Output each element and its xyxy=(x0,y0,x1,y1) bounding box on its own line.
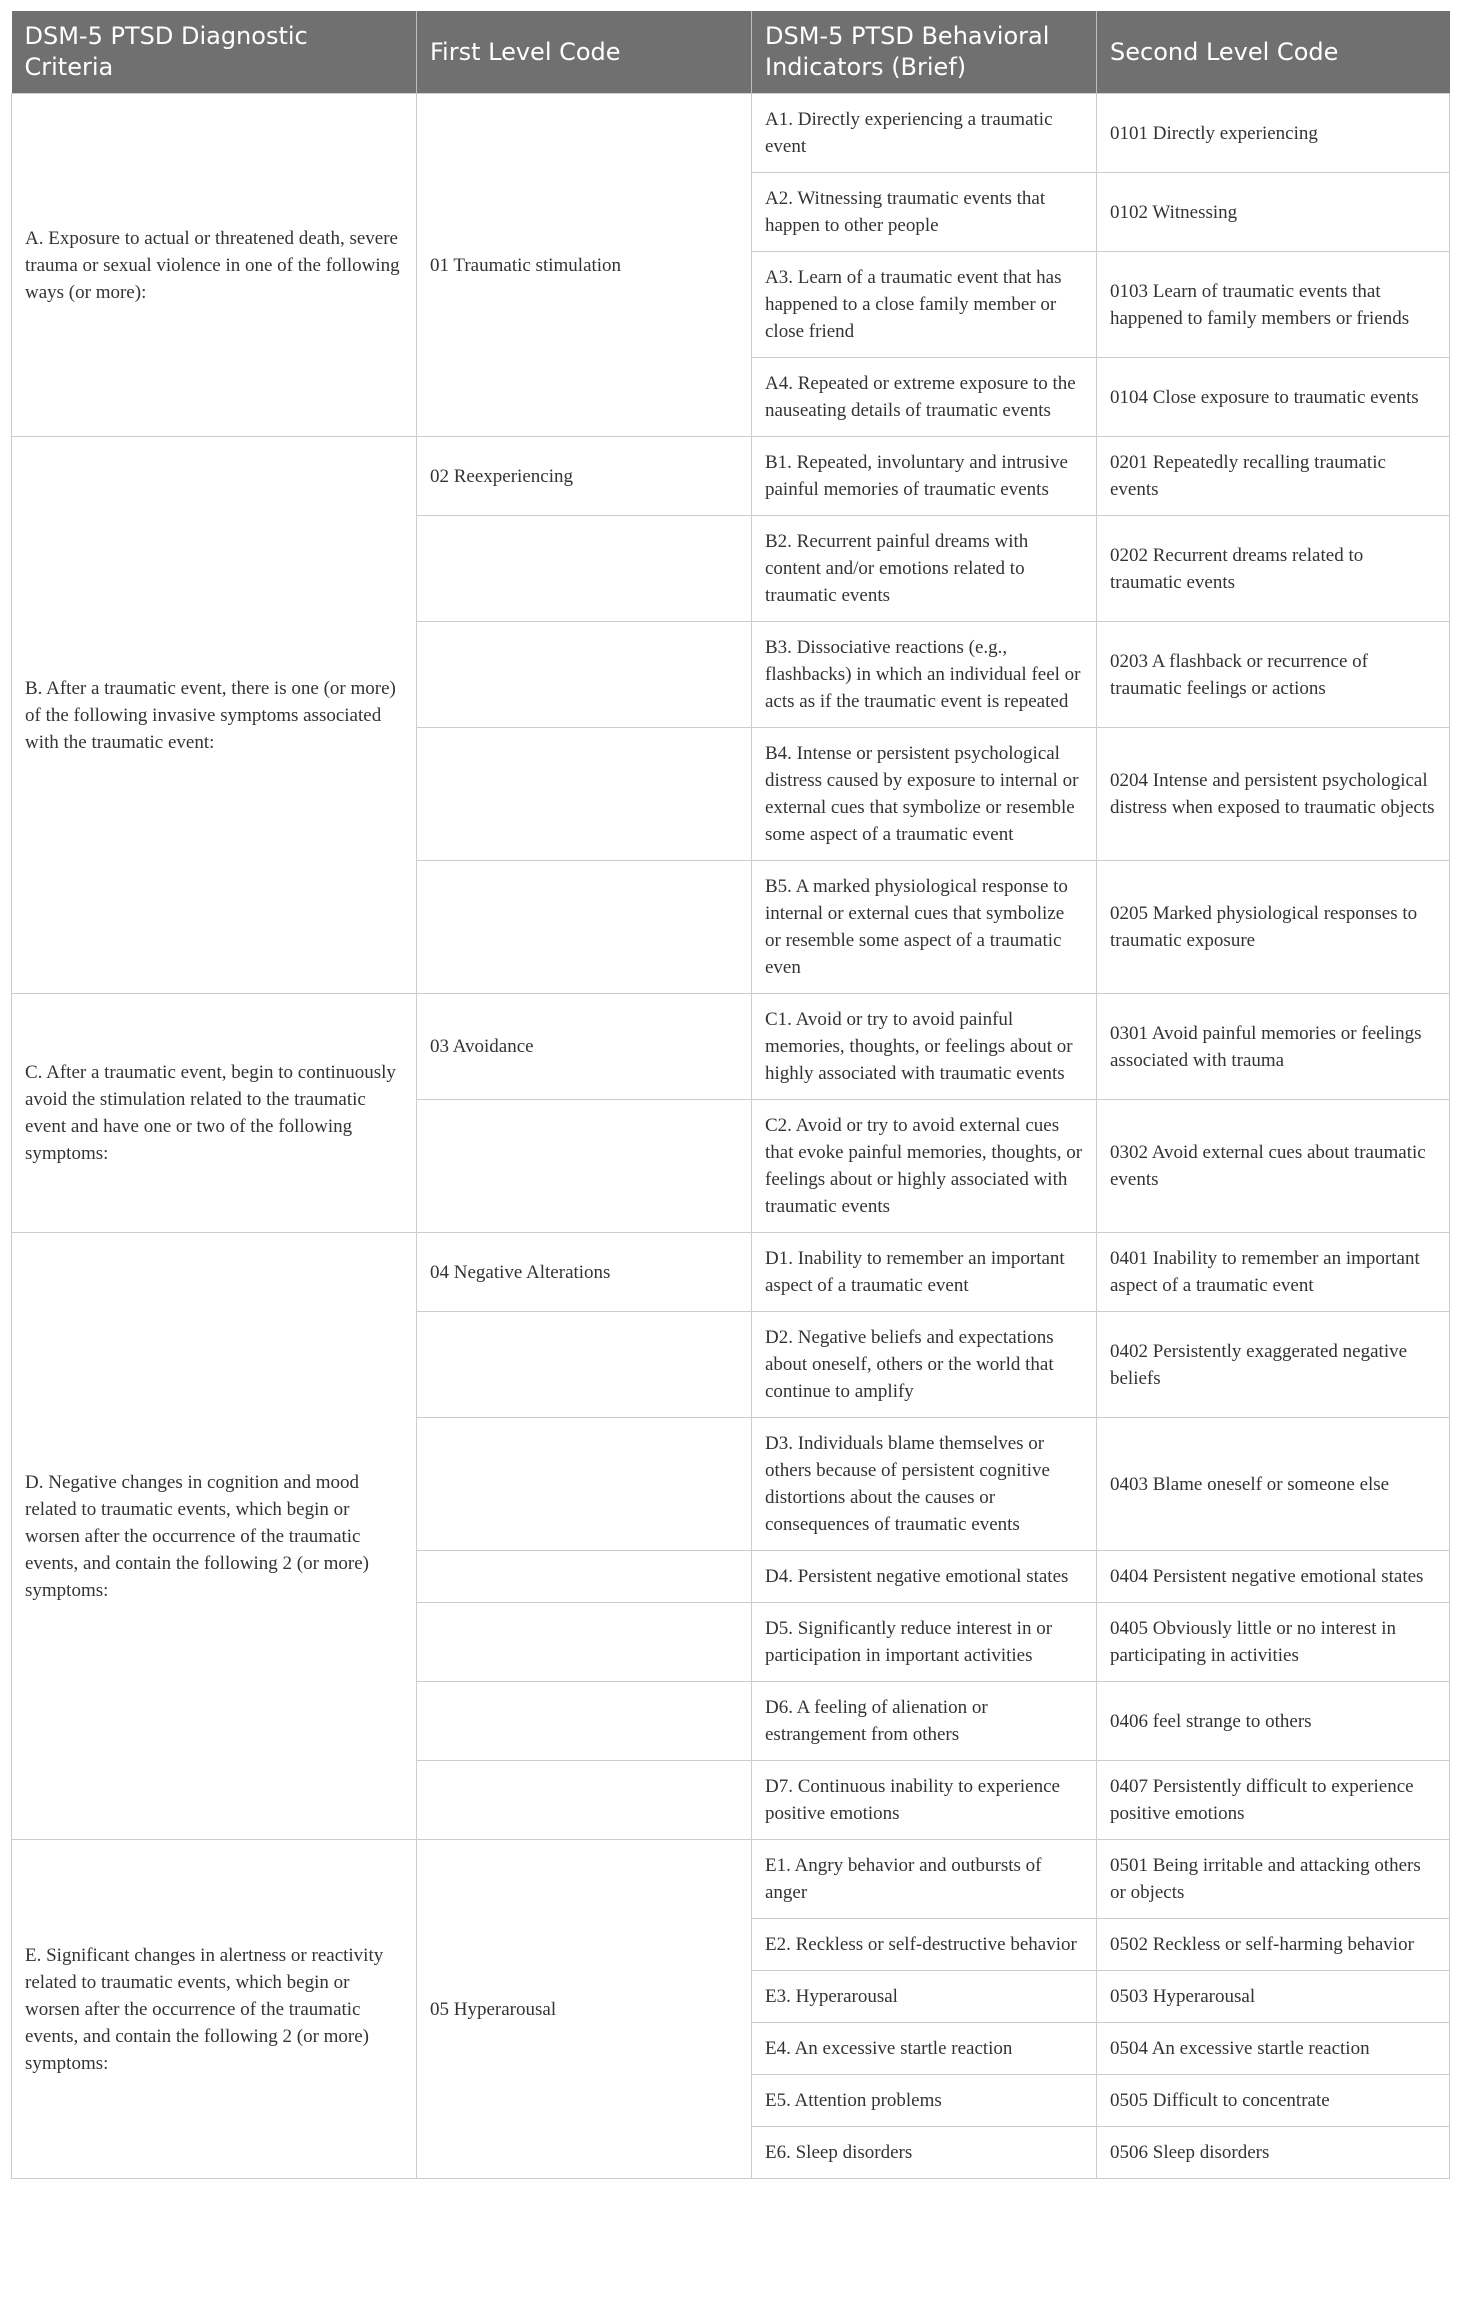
second-level-code-cell: 0401 Inability to remember an important aspect of a traumatic event xyxy=(1097,1233,1450,1312)
table-row xyxy=(12,437,1450,516)
second-level-code-cell: 0406 feel strange to others xyxy=(1097,1682,1450,1761)
header-second-level-code: Second Level Code xyxy=(1097,11,1450,94)
indicator-cell: D1. Inability to remember an important aspect of a traumatic event xyxy=(752,1233,1097,1312)
header-first-level-code: First Level Code xyxy=(417,11,752,94)
second-level-code-cell: 0501 Being irritable and attacking others or objects xyxy=(1097,1840,1450,1919)
table-row xyxy=(12,994,1450,1100)
ptsd-coding-table xyxy=(11,11,1450,2179)
table-container xyxy=(11,11,1449,2179)
table-row xyxy=(12,1840,1450,1919)
indicator-cell: E6. Sleep disorders xyxy=(752,2127,1097,2179)
indicator-cell: B2. Recurrent painful dreams with content and/or emotions related to traumatic events xyxy=(752,516,1097,622)
second-level-code-cell: 0102 Witnessing xyxy=(1097,173,1450,252)
header-row xyxy=(12,11,1450,94)
criteria-cell: E. Significant changes in alertness or reactivity related to traumatic events, which begin or worsen after the occurrence of the traumatic events, and contain the following 2 (or more) symptoms: xyxy=(12,1840,417,2179)
second-level-code-cell: 0503 Hyperarousal xyxy=(1097,1971,1450,2023)
header-behavioral-indicators: DSM-5 PTSD Behavioral Indicators (Brief) xyxy=(752,11,1097,94)
indicator-cell: E3. Hyperarousal xyxy=(752,1971,1097,2023)
second-level-code-cell: 0204 Intense and persistent psychological distress when exposed to traumatic objects xyxy=(1097,728,1450,861)
second-level-code-cell: 0203 A flashback or recurrence of traumatic feelings or actions xyxy=(1097,622,1450,728)
second-level-code-cell: 0201 Repeatedly recalling traumatic events xyxy=(1097,437,1450,516)
indicator-cell: E5. Attention problems xyxy=(752,2075,1097,2127)
first-level-code-cell: 03 Avoidance xyxy=(417,994,752,1100)
indicator-cell: D3. Individuals blame themselves or others because of persistent cognitive distortions about the causes or consequences of traumatic events xyxy=(752,1418,1097,1551)
second-level-code-cell: 0502 Reckless or self-harming behavior xyxy=(1097,1919,1450,1971)
table-row xyxy=(12,1233,1450,1312)
indicator-cell: A1. Directly experiencing a traumatic event xyxy=(752,94,1097,173)
second-level-code-cell: 0402 Persistently exaggerated negative beliefs xyxy=(1097,1312,1450,1418)
first-level-code-empty-cell xyxy=(417,1100,752,1233)
indicator-cell: C2. Avoid or try to avoid external cues that evoke painful memories, thoughts, or feelings about or highly associated with traumatic events xyxy=(752,1100,1097,1233)
first-level-code-empty-cell xyxy=(417,861,752,994)
indicator-cell: A3. Learn of a traumatic event that has happened to a close family member or close friend xyxy=(752,252,1097,358)
table-row xyxy=(12,94,1450,173)
second-level-code-cell: 0404 Persistent negative emotional states xyxy=(1097,1551,1450,1603)
indicator-cell: B1. Repeated, involuntary and intrusive painful memories of traumatic events xyxy=(752,437,1097,516)
indicator-cell: E2. Reckless or self-destructive behavior xyxy=(752,1919,1097,1971)
second-level-code-cell: 0405 Obviously little or no interest in participating in activities xyxy=(1097,1603,1450,1682)
indicator-cell: D2. Negative beliefs and expectations about oneself, others or the world that continue to amplify xyxy=(752,1312,1097,1418)
first-level-code-empty-cell xyxy=(417,622,752,728)
criteria-cell: C. After a traumatic event, begin to continuously avoid the stimulation related to the traumatic event and have one or two of the following symptoms: xyxy=(12,994,417,1233)
indicator-cell: C1. Avoid or try to avoid painful memories, thoughts, or feelings about or highly associated with traumatic events xyxy=(752,994,1097,1100)
criteria-cell: A. Exposure to actual or threatened death, severe trauma or sexual violence in one of the following ways (or more): xyxy=(12,94,417,437)
second-level-code-cell: 0205 Marked physiological responses to traumatic exposure xyxy=(1097,861,1450,994)
second-level-code-cell: 0407 Persistently difficult to experience positive emotions xyxy=(1097,1761,1450,1840)
indicator-cell: D7. Continuous inability to experience positive emotions xyxy=(752,1761,1097,1840)
first-level-code-empty-cell xyxy=(417,516,752,622)
indicator-cell: B5. A marked physiological response to internal or external cues that symbolize or resemble some aspect of a traumatic even xyxy=(752,861,1097,994)
first-level-code-empty-cell xyxy=(417,728,752,861)
first-level-code-empty-cell xyxy=(417,1603,752,1682)
indicator-cell: B4. Intense or persistent psychological distress caused by exposure to internal or external cues that symbolize or resemble some aspect of a traumatic event xyxy=(752,728,1097,861)
second-level-code-cell: 0504 An excessive startle reaction xyxy=(1097,2023,1450,2075)
indicator-cell: B3. Dissociative reactions (e.g., flashbacks) in which an individual feel or acts as if the traumatic event is repeated xyxy=(752,622,1097,728)
indicator-cell: E1. Angry behavior and outbursts of anger xyxy=(752,1840,1097,1919)
indicator-cell: D6. A feeling of alienation or estrangement from others xyxy=(752,1682,1097,1761)
first-level-code-empty-cell xyxy=(417,1312,752,1418)
second-level-code-cell: 0403 Blame oneself or someone else xyxy=(1097,1418,1450,1551)
first-level-code-cell: 01 Traumatic stimulation xyxy=(417,94,752,437)
indicator-cell: A4. Repeated or extreme exposure to the nauseating details of traumatic events xyxy=(752,358,1097,437)
first-level-code-cell: 04 Negative Alterations xyxy=(417,1233,752,1312)
first-level-code-cell: 02 Reexperiencing xyxy=(417,437,752,516)
first-level-code-empty-cell xyxy=(417,1682,752,1761)
table-body xyxy=(12,94,1450,2179)
criteria-cell: D. Negative changes in cognition and mood related to traumatic events, which begin or worsen after the occurrence of the traumatic events, and contain the following 2 (or more) symptoms: xyxy=(12,1233,417,1840)
second-level-code-cell: 0202 Recurrent dreams related to traumatic events xyxy=(1097,516,1450,622)
indicator-cell: E4. An excessive startle reaction xyxy=(752,2023,1097,2075)
second-level-code-cell: 0301 Avoid painful memories or feelings associated with trauma xyxy=(1097,994,1450,1100)
indicator-cell: A2. Witnessing traumatic events that happen to other people xyxy=(752,173,1097,252)
first-level-code-cell: 05 Hyperarousal xyxy=(417,1840,752,2179)
second-level-code-cell: 0104 Close exposure to traumatic events xyxy=(1097,358,1450,437)
indicator-cell: D5. Significantly reduce interest in or participation in important activities xyxy=(752,1603,1097,1682)
second-level-code-cell: 0103 Learn of traumatic events that happened to family members or friends xyxy=(1097,252,1450,358)
indicator-cell: D4. Persistent negative emotional states xyxy=(752,1551,1097,1603)
first-level-code-empty-cell xyxy=(417,1761,752,1840)
header-criteria: DSM-5 PTSD Diagnostic Criteria xyxy=(12,11,417,94)
first-level-code-empty-cell xyxy=(417,1418,752,1551)
first-level-code-empty-cell xyxy=(417,1551,752,1603)
table-header xyxy=(12,11,1450,94)
second-level-code-cell: 0302 Avoid external cues about traumatic events xyxy=(1097,1100,1450,1233)
second-level-code-cell: 0101 Directly experiencing xyxy=(1097,94,1450,173)
second-level-code-cell: 0506 Sleep disorders xyxy=(1097,2127,1450,2179)
criteria-cell: B. After a traumatic event, there is one (or more) of the following invasive symptoms associated with the traumatic event: xyxy=(12,437,417,994)
second-level-code-cell: 0505 Difficult to concentrate xyxy=(1097,2075,1450,2127)
